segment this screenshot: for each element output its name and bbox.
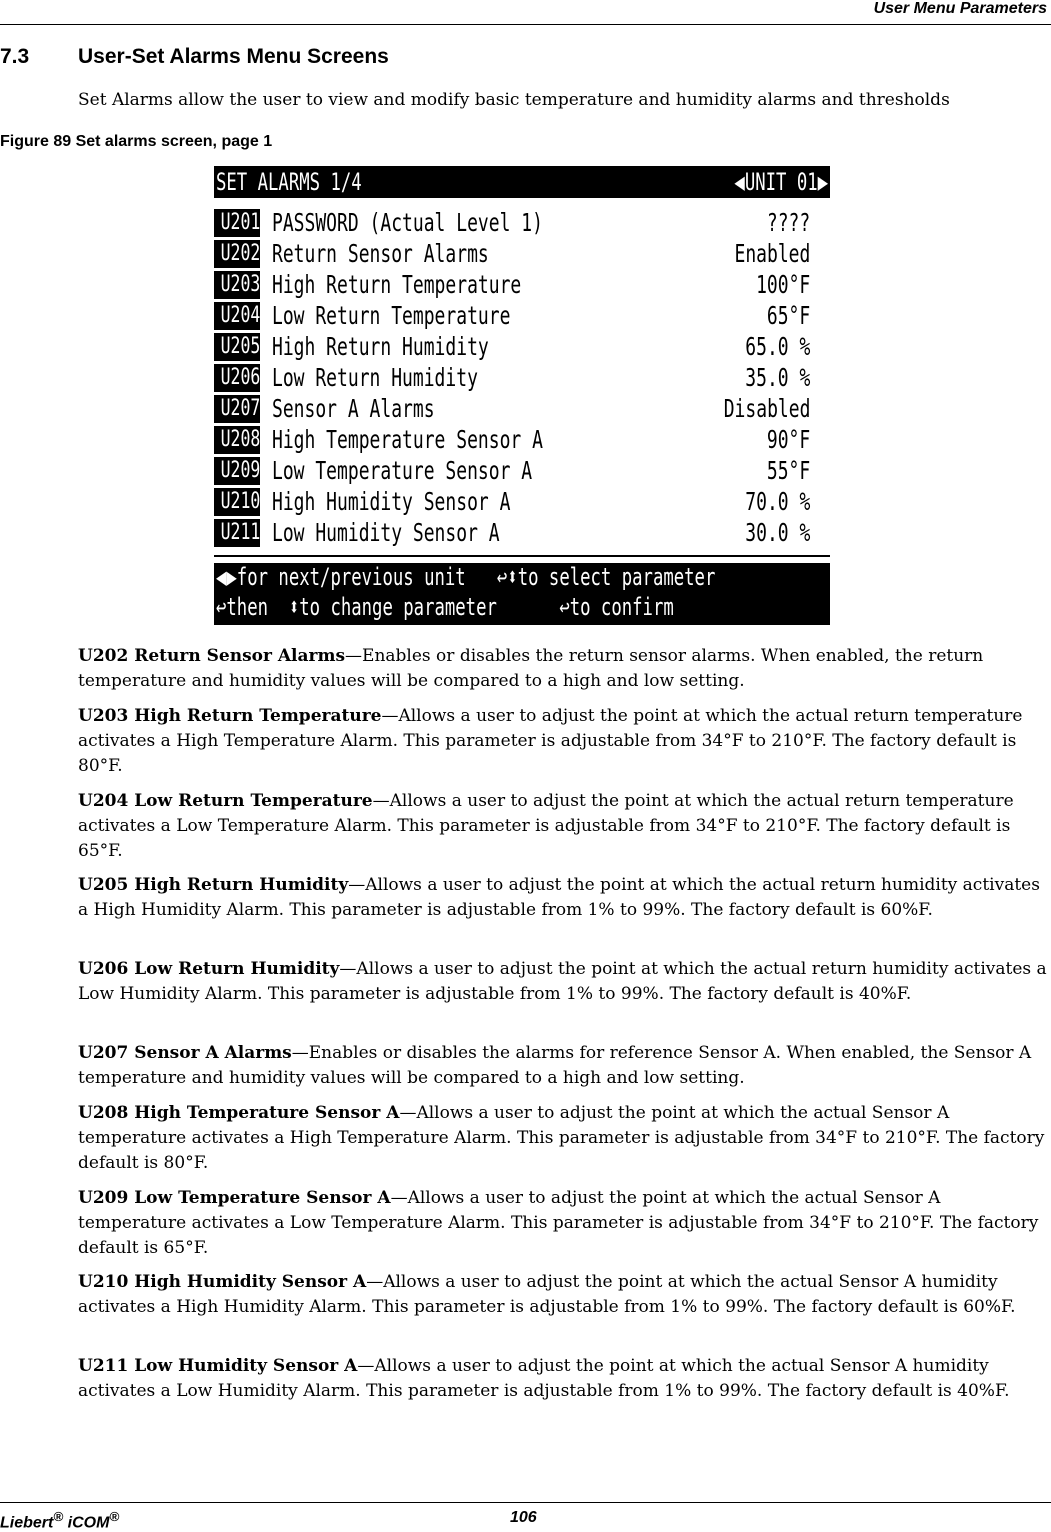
desc-term: U206 Low Return Humidity — [78, 959, 340, 979]
param-code: U205 — [214, 333, 260, 361]
param-label: High Humidity Sensor A — [272, 487, 511, 516]
lcd-row-u201 — [214, 208, 830, 238]
desc-text: —Allows a user to adjust the point at which the actual return temperature activates a High Temperature Alarm. This parameter is adjustable from 34°F to 210°F. The factory default is 80°F. — [78, 706, 1023, 776]
desc-text: —Allows a user to adjust the point at which the actual Sensor A temperature activates a High Temperature Alarm. This parameter is adjustable from 34°F to 210°F. The factory default is 80°F. — [78, 1103, 1045, 1173]
desc-text: —Allows a user to adjust the point at which the actual return temperature activates a Low Temperature Alarm. This parameter is adjustable from 34°F to 210°F. The factory default is 65°F. — [78, 791, 1014, 861]
lcd-row-u206 — [214, 363, 830, 393]
desc-term: U210 High Humidity Sensor A — [78, 1272, 367, 1292]
param-label: Sensor A Alarms — [272, 394, 435, 423]
lcd-row-u205 — [214, 332, 830, 362]
param-code: U208 — [214, 426, 260, 454]
param-value: 100°F — [755, 270, 810, 299]
param-code: U203 — [214, 271, 260, 299]
param-label: High Return Humidity — [272, 332, 489, 361]
lcd-row-u202 — [214, 239, 830, 269]
param-code: U211 — [214, 519, 260, 547]
desc-text: —Allows a user to adjust the point at which the actual return humidity activates a Low Humidity Alarm. This parameter is adjustable from 1% to 99%. The factory default is 40%F. — [78, 959, 1047, 1004]
param-label: Low Return Humidity — [272, 363, 478, 392]
param-label: Return Sensor Alarms — [272, 239, 489, 268]
desc-term: U205 High Return Humidity — [78, 875, 349, 895]
lcd-help-bar — [214, 563, 830, 625]
param-label: High Temperature Sensor A — [272, 425, 543, 454]
desc-term: U211 Low Humidity Sensor A — [78, 1356, 358, 1376]
param-value: 90°F — [766, 425, 810, 454]
param-label: Low Temperature Sensor A — [272, 456, 533, 485]
desc-term: U203 High Return Temperature — [78, 706, 382, 726]
param-value: 30.0 % — [744, 518, 810, 547]
lcd-row-u208 — [214, 425, 830, 455]
desc-text: —Allows a user to adjust the point at which the actual Sensor A humidity activates a High Humidity Alarm. This parameter is adjustable from 1% to 99%. The factory default is 60%F. — [78, 1272, 1016, 1317]
desc-u205 — [78, 873, 1050, 923]
desc-term: U202 Return Sensor Alarms — [78, 646, 346, 666]
param-value: 65.0 % — [744, 332, 810, 361]
desc-u210 — [78, 1270, 1050, 1320]
help-line-2: ↩then ⬍to change parameter ↩to confirm — [216, 593, 674, 621]
lcd-title-bar — [214, 166, 830, 198]
param-label: Low Return Temperature — [272, 301, 511, 330]
param-code: U206 — [214, 364, 260, 392]
desc-text: —Enables or disables the alarms for reference Sensor A. When enabled, the Sensor A temperature and humidity values will be compared to a high and low setting. — [78, 1043, 1032, 1088]
desc-u209 — [78, 1186, 1050, 1261]
section-title: User-Set Alarms Menu Screens — [78, 45, 389, 68]
page-header — [0, 0, 1051, 25]
lcd-row-u204 — [214, 301, 830, 331]
lcd-unit-selector: ◀UNIT 01▶ — [734, 168, 828, 196]
desc-term: U204 Low Return Temperature — [78, 791, 373, 811]
lcd-divider — [214, 555, 830, 557]
section-number: 7.3 — [0, 45, 30, 68]
param-value: ???? — [766, 208, 810, 237]
desc-u206 — [78, 957, 1050, 1007]
desc-term: U208 High Temperature Sensor A — [78, 1103, 400, 1123]
desc-text: —Enables or disables the return sensor alarms. When enabled, the return temperature and humidity values will be compared to a high and low setting. — [78, 646, 984, 691]
param-code: U209 — [214, 457, 260, 485]
desc-u208 — [78, 1101, 1050, 1176]
section-heading — [0, 45, 389, 69]
desc-term: U209 Low Temperature Sensor A — [78, 1188, 391, 1208]
header-title: User Menu Parameters — [873, 0, 1047, 17]
param-value: Enabled — [734, 239, 810, 268]
param-code: U202 — [214, 240, 260, 268]
param-value: 65°F — [766, 301, 810, 330]
desc-u203 — [78, 704, 1050, 779]
lcd-row-u209 — [214, 456, 830, 486]
param-value: 35.0 % — [744, 363, 810, 392]
param-code: U210 — [214, 488, 260, 516]
lcd-row-u210 — [214, 487, 830, 517]
footer-brand: Liebert® iCOM® — [0, 1509, 120, 1532]
desc-text: —Allows a user to adjust the point at which the actual Sensor A humidity activates a Low Humidity Alarm. This parameter is adjustable from 1% to 99%. The factory default is 40%F. — [78, 1356, 1010, 1401]
desc-u211 — [78, 1354, 1050, 1404]
lcd-row-u207 — [214, 394, 830, 424]
lcd-row-u203 — [214, 270, 830, 300]
param-value: 55°F — [766, 456, 810, 485]
lcd-title: SET ALARMS 1/4 — [216, 168, 362, 196]
figure-caption: Figure 89 Set alarms screen, page 1 — [0, 133, 273, 150]
param-label: High Return Temperature — [272, 270, 522, 299]
desc-text: —Allows a user to adjust the point at which the actual return humidity activates a High Humidity Alarm. This parameter is adjustable from 1% to 99%. The factory default is 60%F. — [78, 875, 1040, 920]
param-label: Low Humidity Sensor A — [272, 518, 500, 547]
intro-text: Set Alarms allow the user to view and modify basic temperature and humidity alarms and thresholds — [78, 90, 950, 110]
help-line-1: ◀▶for next/previous unit ↩⬍to select parameter — [216, 563, 716, 591]
desc-term: U207 Sensor A Alarms — [78, 1043, 292, 1063]
desc-u202 — [78, 644, 1050, 694]
page-number: 106 — [510, 1509, 537, 1526]
param-code: U204 — [214, 302, 260, 330]
desc-text: —Allows a user to adjust the point at which the actual Sensor A temperature activates a Low Temperature Alarm. This parameter is adjustable from 34°F to 210°F. The factory default is 65°F. — [78, 1188, 1039, 1258]
param-label: PASSWORD (Actual Level 1) — [272, 208, 543, 237]
lcd-row-u211 — [214, 518, 830, 548]
param-value: Disabled — [723, 394, 810, 423]
desc-u207 — [78, 1041, 1050, 1091]
param-code: U207 — [214, 395, 260, 423]
param-code: U201 — [214, 209, 260, 237]
desc-u204 — [78, 789, 1050, 864]
page-footer — [0, 1502, 1051, 1532]
param-value: 70.0 % — [744, 487, 810, 516]
lcd-screen — [214, 166, 830, 625]
